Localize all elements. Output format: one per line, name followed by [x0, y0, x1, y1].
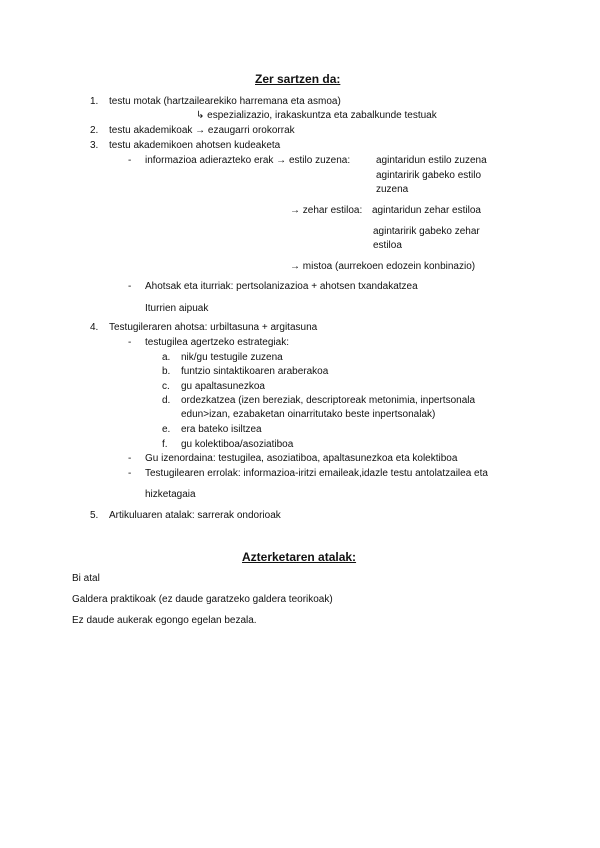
list-number: 3.: [90, 140, 99, 151]
estilo-zuzena-3: zuzena: [376, 184, 409, 195]
strategy-letter: f.: [162, 439, 168, 450]
zehar-estiloa-3: estiloa: [373, 240, 402, 251]
list-item-text: Artikuluaren atalak: sarrerak ondorioak: [109, 510, 281, 521]
paragraph-line: Galdera praktikoak (ez daude garatzeko galdera teorikoak): [72, 594, 333, 605]
bullet-dash: -: [128, 155, 132, 166]
zehar-estiloa-2: agintaririk gabeko zehar: [373, 226, 480, 237]
zehar-estiloa-1: agintaridun zehar estiloa: [372, 205, 481, 216]
estilo-zuzena-2: agintaririk gabeko estilo: [376, 170, 482, 181]
zehar-estiloa-lead: → zehar estiloa:: [290, 205, 363, 216]
list-number: 2.: [90, 125, 99, 136]
bullet-dash: -: [128, 453, 132, 464]
list-number: 1.: [90, 96, 99, 107]
strategy-continuation: edun>izan, ezabaketan oinarritutako beste inpertsonalak): [181, 409, 436, 420]
mistoa-line: → mistoa (aurrekoen edozein konbinazio): [290, 261, 476, 272]
estilo-zuzena-1: agintaridun estilo zuzena: [376, 155, 487, 166]
strategy-letter: b.: [162, 366, 171, 377]
heading-azterketaren-atalak: Azterketaren atalak:: [242, 550, 357, 564]
bullet-dash: -: [128, 468, 132, 479]
heading-zer-sartzen-da: Zer sartzen da:: [255, 72, 341, 86]
strategy-text: ordezkatzea (izen bereziak, descriptoreak metonimia, inpertsonala: [181, 395, 476, 406]
list-item-text: Testugileraren ahotsa: urbiltasuna + argitasuna: [109, 322, 318, 333]
list-number: 4.: [90, 322, 99, 333]
strategy-text: nik/gu testugile zuzena: [181, 352, 283, 363]
bullet-text: testugilea agertzeko estrategiak:: [145, 337, 289, 348]
list-item-text: testu akademikoak → ezaugarri orokorrak: [109, 125, 295, 136]
strategy-letter: a.: [162, 352, 171, 363]
bullet-dash: -: [128, 281, 132, 292]
strategy-text: funtzio sintaktikoaren araberakoa: [181, 366, 329, 377]
list-number: 5.: [90, 510, 99, 521]
bullet-text: Gu izenordaina: testugilea, asoziatiboa, apaltasunezkoa eta kolektiboa: [145, 453, 458, 464]
strategy-letter: d.: [162, 395, 171, 406]
bullet-dash: -: [128, 337, 132, 348]
paragraph-line: Ez daude aukerak egongo egelan bezala.: [72, 615, 257, 626]
strategy-text: era bateko isiltzea: [181, 424, 262, 435]
bullet-continuation: hizketagaia: [145, 489, 196, 500]
bullet-text: Ahotsak eta iturriak: pertsolanizazioa + ahotsen txandakatzea: [145, 281, 418, 292]
list-item-text: testu motak (hartzailearekiko harremana eta asmoa): [109, 96, 341, 107]
bullet-continuation: Iturrien aipuak: [145, 303, 209, 314]
list-item-text: testu akademikoen ahotsen kudeaketa: [109, 140, 281, 151]
bullet-text: informazioa adierazteko erak → estilo zuzena:: [145, 155, 351, 166]
list-item-subline: ↳ espezializazio, irakaskuntza eta zabalkunde testuak: [196, 110, 437, 121]
paragraph-line: Bi atal: [72, 573, 100, 584]
bullet-text: Testugilearen errolak: informazioa-iritzi emaileak,idazle testu antolatzailea eta: [145, 468, 488, 479]
strategy-text: gu kolektiboa/asoziatiboa: [181, 439, 294, 450]
strategy-letter: c.: [162, 381, 170, 392]
strategy-letter: e.: [162, 424, 171, 435]
strategy-text: gu apaltasunezkoa: [181, 381, 265, 392]
